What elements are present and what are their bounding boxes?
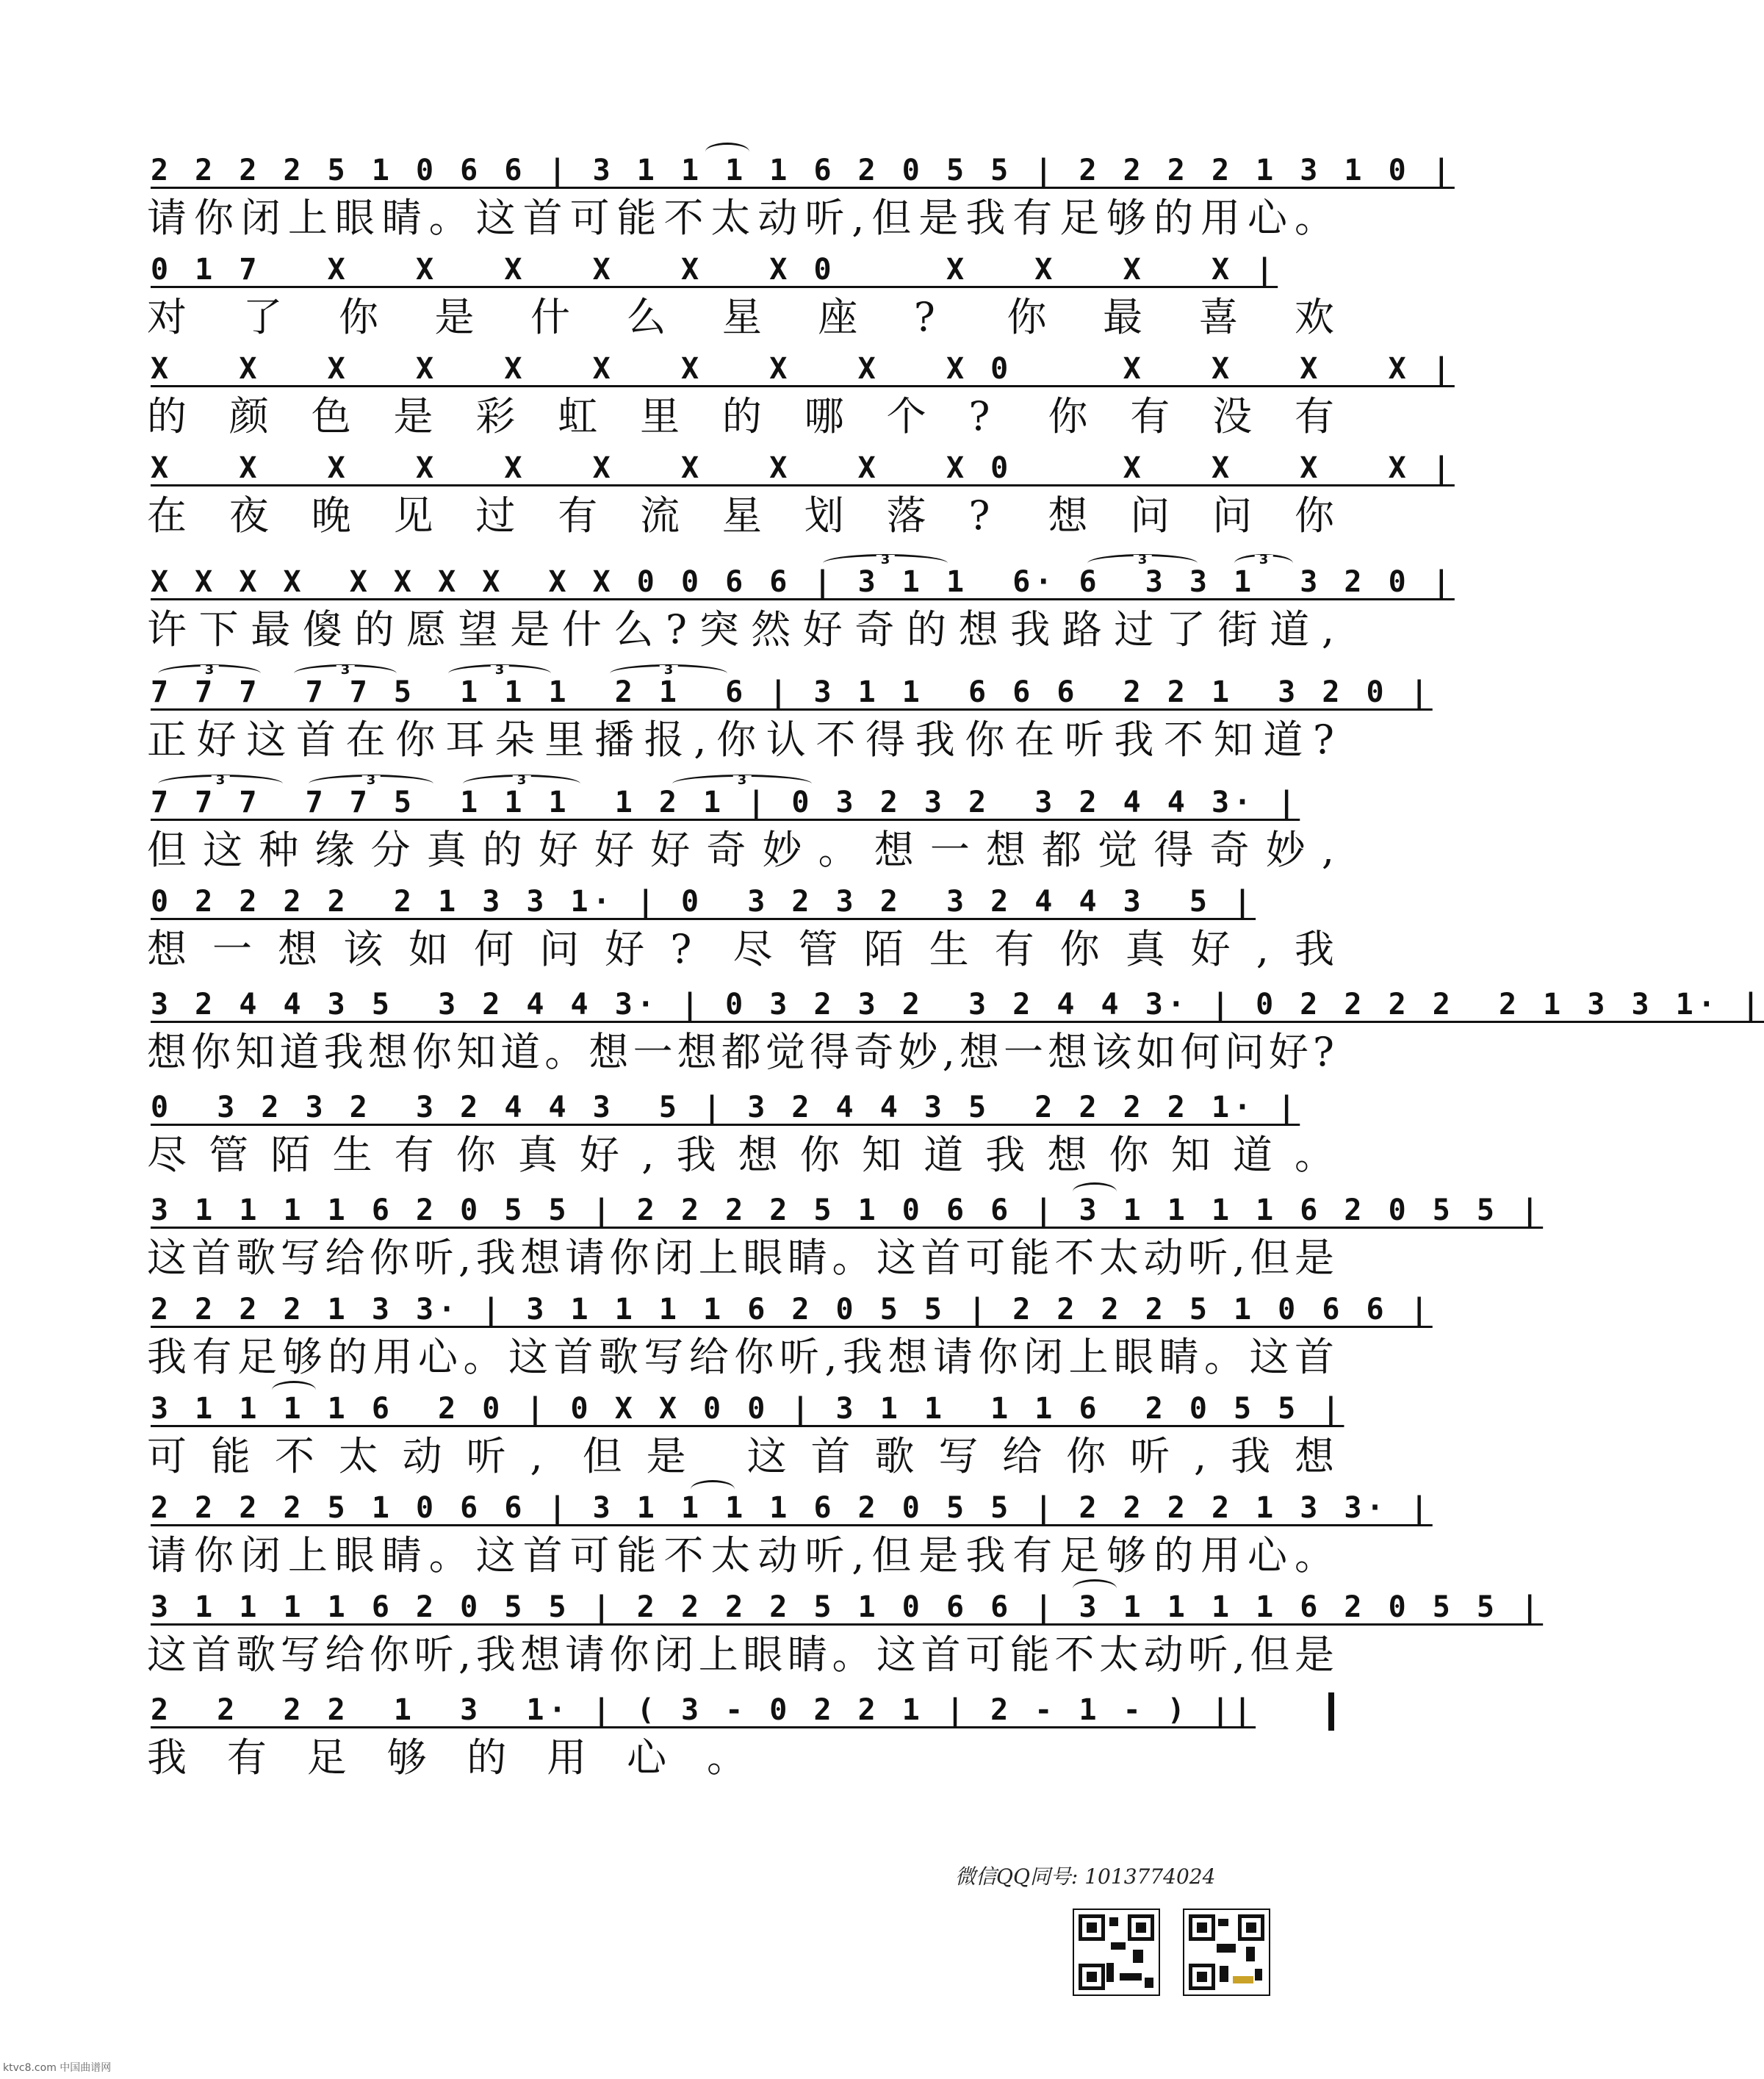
slur-mark: [691, 1480, 735, 1498]
score-row-3: [0, 345, 1469, 441]
triplet-mark: 3: [672, 775, 812, 793]
score-row-5: [0, 552, 1469, 654]
lyric-line: 在夜晚见过有流星划落? 想问问你: [147, 492, 1337, 539]
score-row-7: [0, 772, 1469, 875]
triplet-mark: 3: [1087, 554, 1198, 572]
notation-line: 3 1 1 1 1 6 2 0 | 0 X X 0 0 | 3 1 1 1 1 6 2 0 5 5 |: [151, 1392, 1344, 1426]
notation-line: 2 2 2 2 1 3 1· | ( 3 - 0 2 2 1 | 2 - 1 - ) ||: [151, 1693, 1256, 1727]
triplet-mark: 3: [309, 775, 433, 793]
notation-line: 0 3 2 3 2 3 2 4 4 3 5 | 3 2 4 4 3 5 2 2 2 2 1· |: [151, 1091, 1300, 1124]
notation-line: 3 1 1 1 1 6 2 0 5 5 | 2 2 2 2 5 1 0 6 6 | 3 1 1 1 1 6 2 0 5 5 |: [151, 1590, 1544, 1624]
score-row-13: [0, 1385, 1469, 1481]
triplet-mark: 3: [1234, 554, 1293, 572]
lyric-line: 请你闭上眼睛。这首可能不太动听,但是我有足够的用心。: [147, 1532, 1337, 1579]
score-row-10: [0, 1084, 1469, 1179]
score-row-14: [0, 1484, 1469, 1580]
score-row-16: [0, 1687, 1469, 1782]
score-row-9: [0, 981, 1764, 1077]
score-row-8: [0, 878, 1469, 974]
qr-code-icon-right: [1183, 1909, 1270, 1996]
final-barline: [1328, 1692, 1334, 1731]
notation-line: 0 1 7 X X X X X X 0 X X X X |: [151, 253, 1278, 287]
lyric-line: 我有足够的用心。: [147, 1734, 749, 1781]
notation-line: 3 2 4 4 3 5 3 2 4 4 3· | 0 3 2 3 2 3 2 4 4 3· | 0 2 2 2 2 2 1 3 3 1· |: [151, 988, 1764, 1021]
lyric-line: 想一想该如何问好? 尽管陌生有你真好,我: [147, 926, 1337, 972]
slur-mark: [272, 1381, 316, 1399]
triplet-mark: 3: [158, 775, 283, 793]
notation-line: 0 2 2 2 2 2 1 3 3 1· | 0 3 2 3 2 3 2 4 4 3 5 |: [151, 885, 1256, 919]
lyric-line: 但这种缘分真的好好好奇妙。想一想都觉得奇妙,: [147, 827, 1337, 873]
score-row-11: [0, 1187, 1544, 1282]
notation-line: X X X X X X X X X X 0 X X X X |: [151, 451, 1455, 485]
score-row-6: [0, 662, 1469, 764]
slur-mark: [705, 143, 749, 161]
lyric-line: 正好这首在你耳朵里播报,你认不得我你在听我不知道?: [147, 717, 1337, 763]
triplet-mark: 3: [294, 664, 397, 683]
triplet-mark: 3: [463, 775, 580, 793]
lyric-line: 对了你是什么星座? 你最喜欢: [147, 294, 1337, 340]
triplet-mark: 3: [448, 664, 551, 683]
score-row-4: [0, 445, 1469, 540]
lyric-line: 想你知道我想你知道。想一想都觉得奇妙,想一想该如何问好?: [147, 1029, 1337, 1075]
triplet-mark: 3: [610, 664, 727, 683]
triplet-mark: 3: [823, 554, 948, 572]
qr-code-icon-left: [1073, 1909, 1160, 1996]
score-row-15: [0, 1584, 1544, 1679]
score-row-12: [0, 1286, 1469, 1382]
lyric-line: 可能不太动听, 但是 这首歌写给你听,我想: [147, 1433, 1337, 1479]
lyric-line: 许下最傻的愿望是什么?突然好奇的想我路过了街道,: [147, 606, 1337, 653]
site-watermark: ktvc8.com 中国曲谱网: [3, 2062, 112, 2074]
lyric-line: 请你闭上眼睛。这首可能不太动听,但是我有足够的用心。: [147, 195, 1337, 241]
notation-line: 3 1 1 1 1 6 2 0 5 5 | 2 2 2 2 5 1 0 6 6 | 3 1 1 1 1 6 2 0 5 5 |: [151, 1193, 1544, 1227]
notation-line: 7 7 7 7 7 5 1 1 1 1 2 1 | 0 3 2 3 2 3 2 4 4 3· |: [151, 786, 1300, 819]
notation-line: X X X X X X X X X X 0 X X X X |: [151, 352, 1455, 386]
notation-line: 7 7 7 7 7 5 1 1 1 2 1 6 | 3 1 1 6 6 6 2 2 1 3 2 0 |: [151, 675, 1433, 709]
lyric-line: 尽管陌生有你真好,我想你知道我想你知道。: [147, 1132, 1337, 1178]
notation-line: 2 2 2 2 5 1 0 6 6 | 3 1 1 1 1 6 2 0 5 5 | 2 2 2 2 1 3 1 0 |: [151, 154, 1455, 187]
triplet-mark: 3: [158, 664, 261, 683]
slur-mark: [1073, 1579, 1117, 1598]
lyric-line: 这首歌写给你听,我想请你闭上眼睛。这首可能不太动听,但是: [147, 1631, 1337, 1678]
contact-info: 微信QQ同号: 1013774024: [955, 1864, 1216, 1889]
notation-line: 2 2 2 2 1 3 3· | 3 1 1 1 1 6 2 0 5 5 | 2 2 2 2 5 1 0 6 6 |: [151, 1293, 1433, 1326]
notation-line: X X X X X X X X X X 0 0 6 6 | 3 1 1 6· 6 3 3 1 3 2 0 |: [151, 565, 1455, 599]
lyric-line: 这首歌写给你听,我想请你闭上眼睛。这首可能不太动听,但是: [147, 1235, 1337, 1281]
notation-line: 2 2 2 2 5 1 0 6 6 | 3 1 1 1 1 6 2 0 5 5 | 2 2 2 2 1 3 3· |: [151, 1491, 1433, 1525]
score-row-2: [0, 246, 1469, 342]
score-row-1: [0, 147, 1469, 243]
lyric-line: 我有足够的用心。这首歌写给你听,我想请你闭上眼睛。这首: [147, 1334, 1337, 1380]
slur-mark: [1073, 1182, 1117, 1201]
lyric-line: 的颜色是彩虹里的哪个? 你有没有: [147, 393, 1337, 439]
